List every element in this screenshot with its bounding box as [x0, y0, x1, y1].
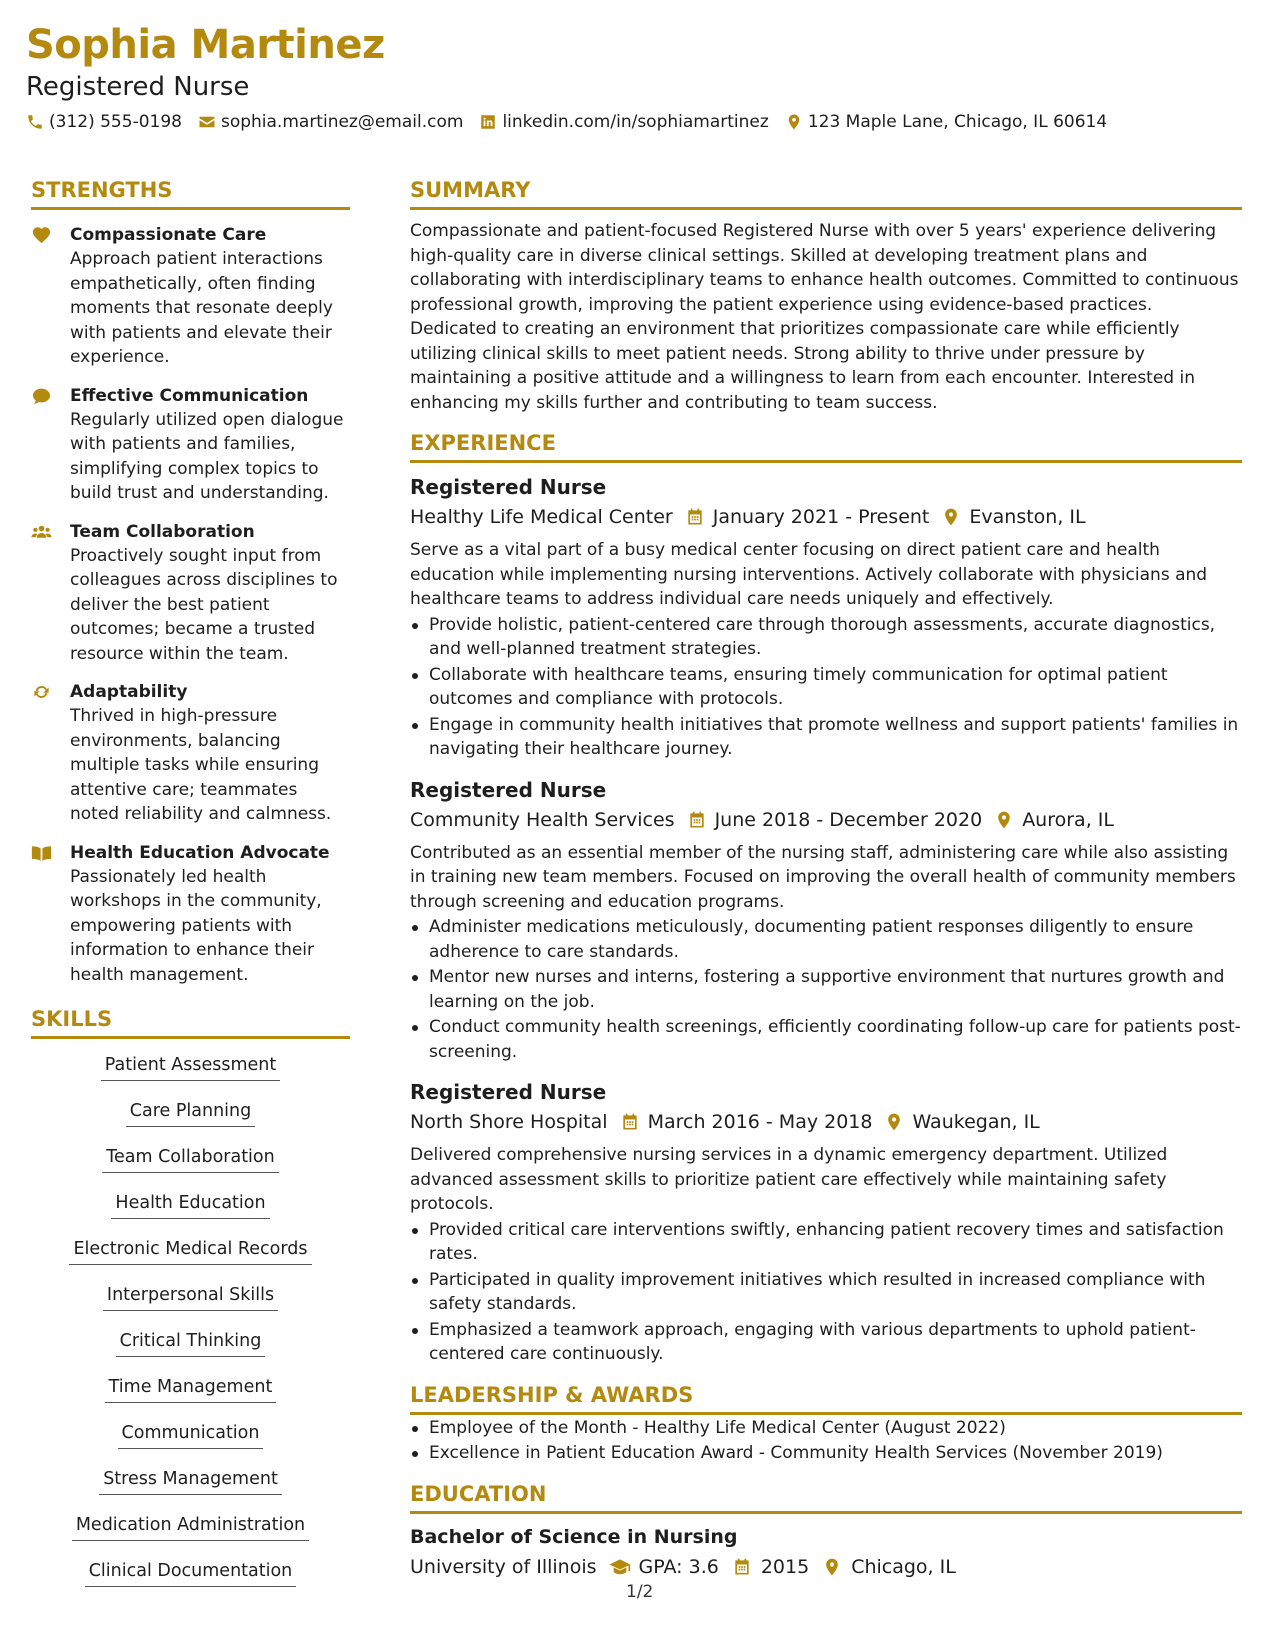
strength-desc: Regularly utilized open dialogue with patients and families, simplifying complex topics to build trust and understanding. [70, 409, 344, 503]
strength-title: Adaptability [70, 682, 188, 702]
right-column [410, 178, 1242, 1581]
address-text: 123 Maple Lane, Chicago, IL 60614 [807, 112, 1108, 132]
job-bullets [410, 1218, 1242, 1367]
job-company: North Shore Hospital [410, 1111, 608, 1133]
awards-heading: LEADERSHIP & AWARDS [410, 1383, 1242, 1415]
gpa-text: GPA: 3.6 [638, 1555, 719, 1578]
skill-tag: Time Management [105, 1373, 277, 1403]
calendar-icon [685, 507, 705, 527]
job-title: Registered Nurse [410, 1080, 607, 1104]
experience-heading: EXPERIENCE [410, 431, 1242, 463]
strength-title: Compassionate Care [70, 225, 267, 245]
left-column [31, 178, 350, 1603]
job-bullet: Emphasized a teamwork approach, engaging with various departments to uphold patient-centered care continuously. [410, 1318, 1242, 1367]
page-number: 1/2 [626, 1582, 654, 1602]
strengths-heading: STRENGTHS [31, 178, 350, 210]
job-desc: Contributed as an essential member of the nursing staff, administering care while also assisting in training new team members. Focused on improving the overall health of community members through screening and education programs. [410, 842, 1236, 912]
skill-tag: Health Education [111, 1189, 269, 1219]
calendar-icon [620, 1112, 640, 1132]
skills-section [31, 1007, 350, 1603]
contact-phone [26, 112, 182, 132]
email-icon [198, 113, 216, 131]
job-entry [410, 1078, 1242, 1367]
strength-title: Health Education Advocate [70, 842, 330, 863]
job-bullet: Mentor new nurses and interns, fostering a supportive environment that nurtures growth and learning on the job. [410, 965, 1242, 1014]
strength-desc: Thrived in high-pressure environments, balancing multiple tasks while ensuring attentive care; teammates noted reliability and calmness. [70, 706, 332, 824]
job-bullets [410, 613, 1242, 762]
linkedin-icon [479, 113, 497, 131]
skills-heading: SKILLS [31, 1007, 350, 1039]
linkedin-text[interactable]: linkedin.com/in/sophiamartinez [502, 112, 769, 132]
skill-tag: Critical Thinking [116, 1327, 266, 1357]
job-desc: Delivered comprehensive nursing services in a dynamic emergency department. Utilized advanced assessment skills to prioritize patient care effectively while maintaining safety protocols. [410, 1145, 1168, 1214]
strength-item [31, 841, 350, 988]
school-name: University of Illinois [410, 1555, 597, 1578]
strength-item [31, 384, 350, 506]
skill-tag: Electronic Medical Records [69, 1235, 311, 1265]
graduation-year: 2015 [760, 1555, 810, 1578]
job-meta [410, 503, 1242, 531]
education-heading: EDUCATION [410, 1482, 1242, 1514]
job-title: Registered Nurse [410, 777, 607, 802]
strength-item [31, 223, 350, 370]
awards-list [410, 1416, 1242, 1466]
candidate-name: Sophia Martinez [26, 22, 385, 68]
strength-desc: Passionately led health workshops in the community, empowering patients with information to enhance their health management. [70, 866, 322, 985]
skill-tag: Team Collaboration [102, 1143, 278, 1173]
strength-desc: Approach patient interactions empathetically, often finding moments that resonate deeply with patients and elevate their experience. [70, 249, 333, 367]
skill-tag: Communication [118, 1419, 264, 1449]
skill-tag: Patient Assessment [101, 1051, 280, 1081]
strengths-list [31, 223, 350, 987]
contact-email[interactable] [198, 112, 463, 132]
location-icon [884, 1112, 904, 1132]
strength-title: Effective Communication [70, 385, 309, 406]
job-bullet: Provided critical care interventions swiftly, enhancing patient recovery times and satisfaction rates. [410, 1218, 1242, 1267]
job-bullet: Participated in quality improvement initiatives which resulted in increased compliance with safety standards. [410, 1268, 1242, 1317]
skills-list [31, 1051, 350, 1603]
job-dates: March 2016 - May 2018 [647, 1111, 873, 1133]
job-title: Registered Nurse [410, 475, 607, 499]
skill-tag: Interpersonal Skills [103, 1281, 278, 1311]
location-icon [821, 1557, 843, 1577]
job-meta [410, 806, 1242, 834]
job-company: Healthy Life Medical Center [410, 506, 673, 528]
phone-text: (312) 555-0198 [49, 112, 182, 132]
phone-icon [26, 113, 44, 131]
location-icon [941, 507, 961, 527]
summary-text: Compassionate and patient-focused Registered Nurse with over 5 years' experience delivering high-quality care in diverse clinical settings. Skilled at developing treatment plans and collaborating with interdisciplinary teams to enhance health outcomes. Committed to continuous professional growth, improving the patient experience using evidence-based practices. Dedicated to creating an environment that prioritizes compassionate care while efficiently utilizing clinical skills to meet patient needs. Strong ability to thrive under pressure by maintaining a positive attitude and a willingness to learn from each encounter. Interested in enhancing my skills further and contributing to team success. [410, 221, 1239, 413]
job-company: Community Health Services [410, 808, 675, 831]
job-location: Evanston, IL [969, 506, 1086, 528]
graduation-cap-icon [609, 1557, 631, 1577]
strength-item [31, 520, 350, 667]
job-location: Waukegan, IL [912, 1111, 1040, 1133]
job-dates: January 2021 - Present [712, 506, 930, 528]
job-bullet: Collaborate with healthcare teams, ensuring timely communication for optimal patient outcomes and compliance with protocols. [410, 663, 1242, 712]
job-meta [410, 1108, 1242, 1136]
degree-title: Bachelor of Science in Nursing [410, 1525, 738, 1548]
job-bullet: Conduct community health screenings, efficiently coordinating follow-up care for patients post-screening. [410, 1015, 1242, 1064]
strength-title: Team Collaboration [70, 521, 255, 542]
job-location: Aurora, IL [1022, 808, 1114, 831]
skill-tag: Stress Management [99, 1465, 282, 1495]
sync-icon [31, 683, 52, 701]
job-entry [410, 473, 1242, 762]
award-item: Excellence in Patient Education Award - Community Health Services (November 2019) [410, 1441, 1242, 1466]
calendar-icon [687, 810, 707, 830]
heart-icon [31, 226, 52, 244]
calendar-icon [731, 1557, 753, 1577]
contact-linkedin[interactable] [479, 112, 768, 132]
school-location: Chicago, IL [851, 1555, 956, 1578]
users-icon [31, 523, 52, 541]
job-entry [410, 776, 1242, 1065]
speech-bubble-icon [31, 387, 52, 405]
candidate-role: Registered Nurse [26, 72, 250, 102]
location-icon [785, 113, 803, 131]
summary-heading: SUMMARY [410, 178, 1242, 210]
contact-bar [26, 112, 1123, 132]
skill-tag: Medication Administration [72, 1511, 309, 1541]
job-bullets [410, 915, 1242, 1064]
location-icon [994, 810, 1014, 830]
education-meta [410, 1553, 1242, 1581]
education-section [410, 1482, 1242, 1581]
experience-section [410, 431, 1242, 1367]
strength-item [31, 680, 350, 827]
job-bullet: Engage in community health initiatives that promote wellness and support patients' families in navigating their healthcare journey. [410, 713, 1242, 762]
strength-desc: Proactively sought input from colleagues across disciplines to deliver the best patient outcomes; became a trusted resource within the team. [70, 545, 338, 664]
skill-tag: Clinical Documentation [85, 1557, 297, 1587]
skill-tag: Care Planning [126, 1097, 255, 1127]
job-bullet: Administer medications meticulously, documenting patient responses diligently to ensure adherence to care standards. [410, 915, 1242, 964]
book-icon [31, 844, 52, 862]
job-desc: Serve as a vital part of a busy medical center focusing on direct patient care and health education while implementing nursing interventions. Actively collaborate with physicians and healthcare teams to address individual care needs uniquely and effectively. [410, 540, 1208, 609]
job-bullet: Provide holistic, patient-centered care through thorough assessments, accurate diagnostics, and well-planned treatment strategies. [410, 613, 1242, 662]
awards-section [410, 1383, 1242, 1466]
job-dates: June 2018 - December 2020 [714, 808, 983, 831]
award-item: Employee of the Month - Healthy Life Medical Center (August 2022) [410, 1416, 1242, 1441]
contact-address [785, 112, 1107, 132]
email-text[interactable]: sophia.martinez@email.com [220, 112, 464, 132]
